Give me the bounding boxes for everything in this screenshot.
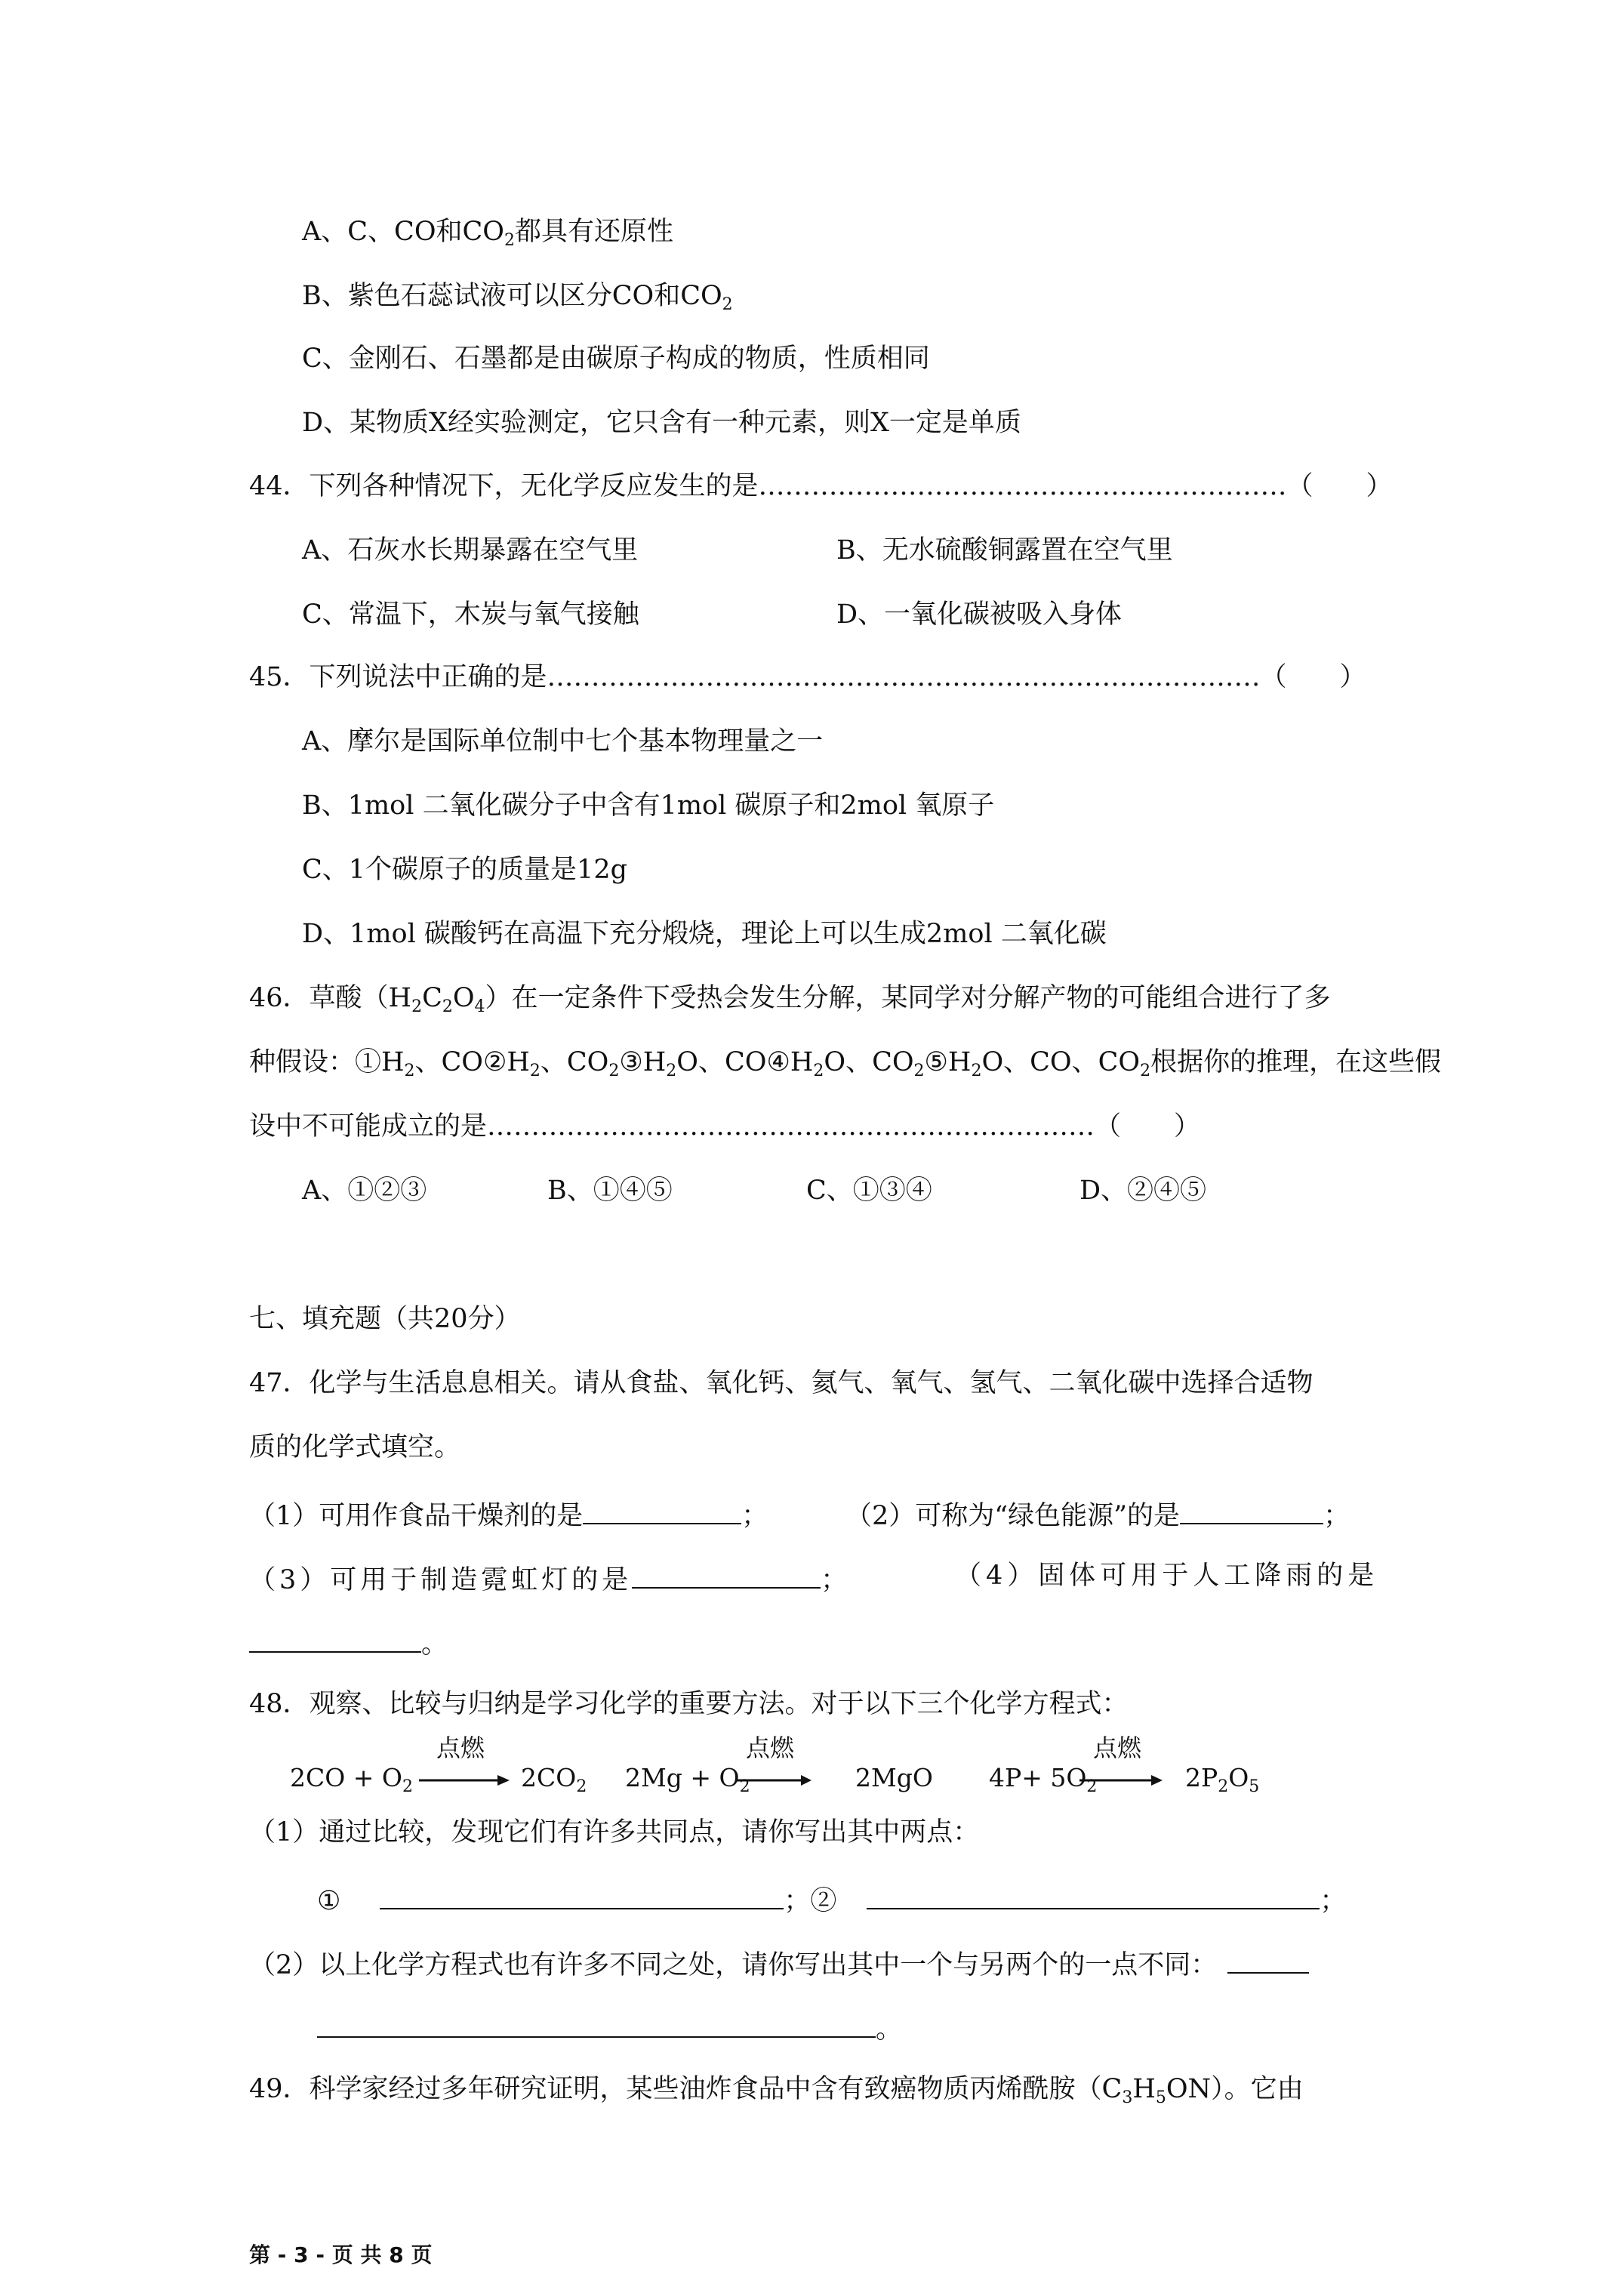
- q43-option-c: C、金刚石、石墨都是由碳原子构成的物质，性质相同: [302, 344, 930, 374]
- arrow-icon: [419, 1774, 510, 1786]
- q48-blank-3[interactable]: [1227, 1948, 1309, 1974]
- q45-option-c: C、1个碳原子的质量是12g: [302, 855, 627, 885]
- q47-blank-2[interactable]: [1180, 1499, 1323, 1524]
- section-heading: 七、填充题（共20分）: [249, 1304, 521, 1334]
- q47-line2: 质的化学式填空。: [249, 1432, 461, 1462]
- reaction-arrow-2: [736, 1729, 812, 1792]
- q46-option-b: B、①④⑤: [547, 1176, 673, 1206]
- q47-part3: （3）可用于制造霓虹灯的是 ；: [249, 1563, 851, 1594]
- arrow-icon: [1079, 1774, 1163, 1786]
- reaction-arrow-3: [1079, 1729, 1163, 1792]
- q44-stem: 44．下列各种情况下，无化学反应发生的是……………………………………………………（ ）: [249, 471, 1393, 501]
- q45-option-d: D、1mol 碳酸钙在高温下充分煅烧，理论上可以生成2mol 二氧化碳: [302, 919, 1107, 949]
- q43-option-d: D、某物质X经实验测定，它只含有一种元素，则X一定是单质: [302, 408, 1021, 438]
- equation-2-right: 2MgO: [855, 1763, 933, 1792]
- q48-stem: 48．观察、比较与归纳是学习化学的重要方法。对于以下三个化学方程式：: [249, 1689, 1129, 1719]
- q45-stem: 45．下列说法中正确的是………………………………………………………………………（ ）: [249, 662, 1366, 692]
- q47-blank-3[interactable]: [632, 1563, 821, 1589]
- q47-line1: 47．化学与生活息息相关。请从食盐、氧化钙、氦气、氧气、氢气、二氧化碳中选择合适物: [249, 1368, 1313, 1398]
- q46-option-c: C、①③④: [806, 1176, 932, 1206]
- equation-1-right: $2CO_2$: [521, 1763, 587, 1796]
- equation-2-left: $2Mg + O_2$: [625, 1763, 750, 1796]
- q45-option-b: B、1mol 二氧化碳分子中含有1mol 碳原子和2mol 氧原子: [302, 791, 995, 821]
- q43-option-a: A、C、CO和$CO_2$都具有还原性: [302, 217, 674, 250]
- q48-part1: （1）通过比较，发现它们有许多共同点，请你写出其中两点：: [249, 1817, 980, 1848]
- q44-option-b: B、无水硫酸铜露置在空气里: [836, 535, 1173, 566]
- equation-1-left: $2CO + O_2$: [290, 1763, 413, 1796]
- q48-part2-answer: 。: [317, 2012, 902, 2043]
- q44-option-c: C、常温下，木炭与氧气接触: [302, 599, 639, 630]
- q44-option-a: A、石灰水长期暴露在空气里: [302, 535, 639, 566]
- q49-line1: 49．科学家经过多年研究证明，某些油炸食品中含有致癌物质丙烯酰胺$(C_3H_5ON)$。它由: [249, 2074, 1304, 2107]
- reaction-condition-2: 点燃: [745, 1734, 794, 1762]
- reaction-condition-1: 点燃: [436, 1734, 485, 1762]
- q48-blank-4[interactable]: [317, 2012, 876, 2038]
- q48-part1-answers: ① ；② ；: [317, 1884, 1346, 1915]
- q45-option-a: A、摩尔是国际单位制中七个基本物理量之一: [302, 726, 824, 757]
- q48-blank-1[interactable]: [380, 1884, 784, 1909]
- reaction-condition-3: 点燃: [1092, 1734, 1141, 1762]
- q47-part1: （1）可用作食品干燥剂的是 ；: [249, 1499, 768, 1530]
- equation-3-left: $4P+ 5O_2$: [989, 1763, 1098, 1796]
- q46-line2: 种假设：$①H_2$、$CO②H_2$、$CO_2③H_2O$、$CO④H_2O$、$CO_2⑤H_2O$、CO、$CO_2$根据你的推理，在这些假: [249, 1047, 1442, 1080]
- q47-blank-4[interactable]: [249, 1627, 421, 1653]
- page-footer: 第 - 3 - 页 共 8 页: [249, 2242, 433, 2267]
- q46-line3: 设中不可能成立的是……………………………………………………………（ ）: [249, 1111, 1201, 1142]
- q44-option-d: D、一氧化碳被吸入身体: [836, 599, 1123, 630]
- reaction-arrow-1: [419, 1729, 510, 1792]
- q47-part4: （4）固体可用于人工降雨的是: [955, 1561, 1379, 1591]
- q46-option-a: A、①②③: [302, 1176, 427, 1206]
- q46-line1: 46．草酸$(H_2C_2O_4)$在一定条件下受热会发生分解，某同学对分解产物的可能组合进行了多: [249, 983, 1331, 1016]
- q47-blank-1[interactable]: [583, 1499, 741, 1524]
- q43-option-b: B、紫色石蕊试液可以区分CO和$CO_2$: [302, 281, 733, 314]
- q48-part2: （2）以上化学方程式也有许多不同之处，请你写出其中一个与另两个的一点不同：: [249, 1948, 1309, 1979]
- q47-part2: （2）可称为“绿色能源”的是 ；: [845, 1499, 1350, 1530]
- q46-option-d: D、②④⑤: [1079, 1176, 1207, 1206]
- equation-3-right: $2P_2O_5$: [1185, 1763, 1260, 1796]
- q48-blank-2[interactable]: [867, 1884, 1320, 1909]
- q47-part4-answer: 。: [249, 1627, 448, 1658]
- arrow-icon: [736, 1774, 812, 1786]
